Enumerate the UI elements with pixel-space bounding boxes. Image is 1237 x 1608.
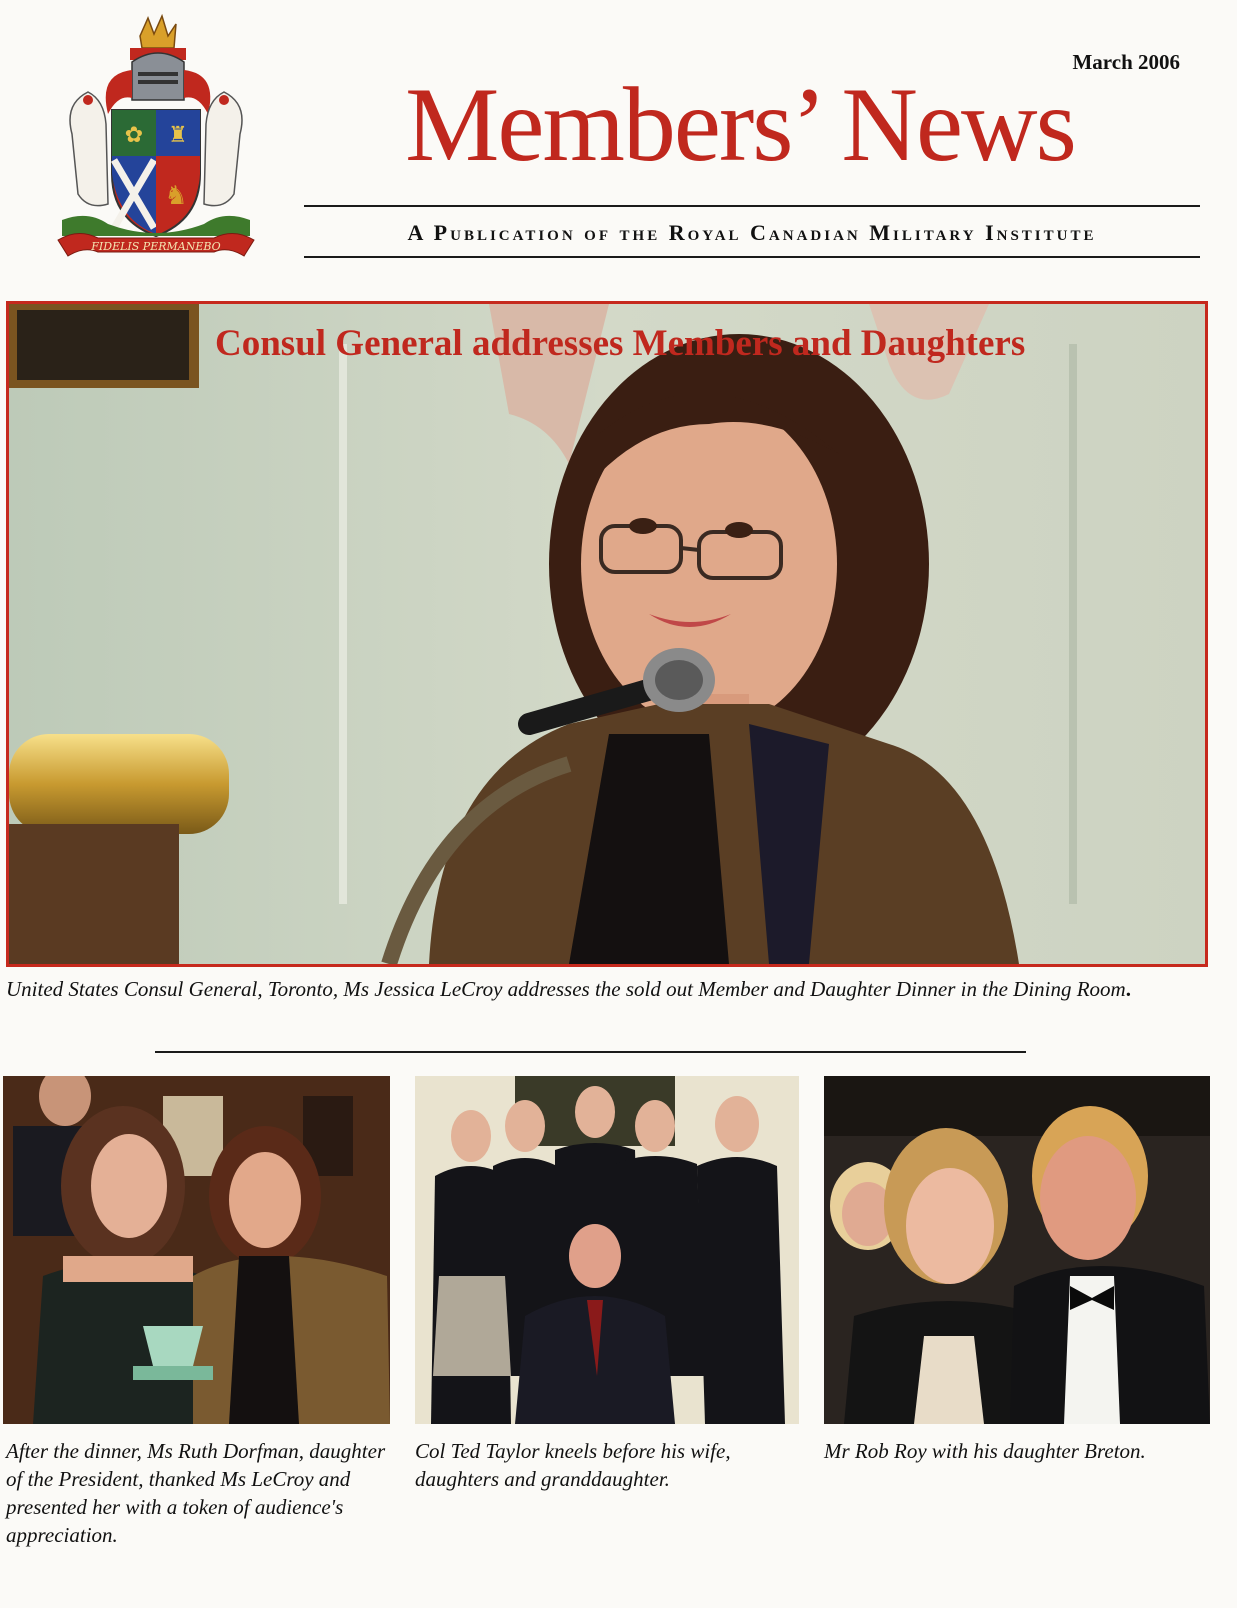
hero-caption: [6, 976, 1206, 1004]
hero-photo-frame: [6, 301, 1208, 967]
svg-text:♜: ♜: [168, 123, 188, 148]
section-divider: [155, 1051, 1026, 1053]
issue-date: March 2006: [1072, 50, 1180, 74]
photo-caption-1: After the dinner, Ms Ruth Dorfman, daughter of the President, thanked Ms LeCroy and presented her with a token of audience's appreciation.: [6, 1439, 386, 1547]
publication-title: Members’ News: [405, 66, 1075, 183]
hero-headline: Consul General addresses Members and Daughters: [215, 323, 1026, 364]
hero-caption-end: .: [1125, 977, 1131, 1001]
photo-caption-3: Mr Rob Roy with his daughter Breton.: [824, 1439, 1146, 1463]
publication-subtitle: A Publication of the Royal Canadian Military Institute: [407, 220, 1097, 245]
hero-caption-text: United States Consul General, Toronto, Ms Jessica LeCroy addresses the sold out Member and Daughter Dinner in the Dining Room: [6, 977, 1126, 1001]
svg-text:♞: ♞: [164, 181, 188, 211]
masthead-rule-top: [304, 205, 1200, 207]
photo-presentation: [3, 1076, 390, 1424]
svg-text:✿: ✿: [124, 123, 144, 148]
photo-family-group: [415, 1076, 799, 1424]
hero-photo: [9, 304, 1205, 964]
coat-of-arms-logo: [48, 14, 264, 260]
masthead-rule-bottom: [304, 256, 1200, 258]
photo-caption-2: Col Ted Taylor kneels before his wife, daughters and granddaughter.: [415, 1439, 731, 1491]
photo-father-daughter: [824, 1076, 1210, 1424]
svg-text:FIDELIS PERMANEBO: FIDELIS PERMANEBO: [91, 240, 221, 253]
